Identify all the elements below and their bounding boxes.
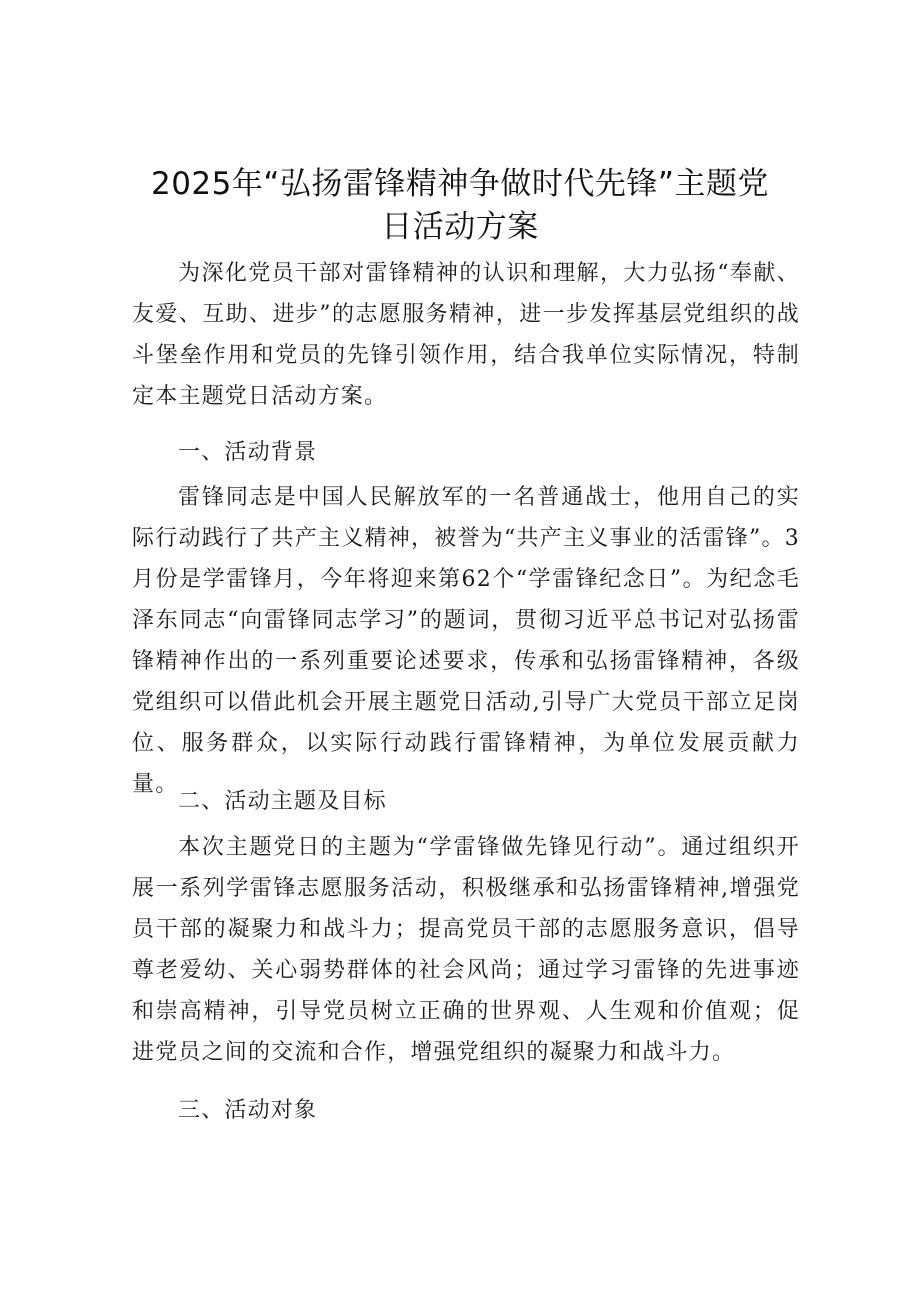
- title-line-2: 日活动方案: [381, 209, 539, 245]
- title-line-1: 2025年“弘扬雷锋精神争做时代先锋”主题党: [150, 166, 769, 202]
- intro-paragraph: 为深化党员干部对雷锋精神的认识和理解，大力弘扬“奉献、友爱、互助、进步”的志愿服务精神，进一步发挥基层党组织的战斗堡垒作用和党员的先锋引领作用，结合我单位实际情况，特制定本主题党日活动方案。: [132, 261, 800, 409]
- section-2-heading-block: [132, 781, 800, 822]
- section-paragraph: 雷锋同志是中国人民解放军的一名普通战士，他用自己的实际行动践行了共产主义精神，被誉为“共产主义事业的活雷锋”。3月份是学雷锋月，今年将迎来第62个“学雷锋纪念日”。为纪念毛泽东同志“向雷锋同志学习”的题词，贯彻习近平总书记对弘扬雷锋精神作出的一系列重要论述要求，传承和弘扬雷锋精神，各级党组织可以借此机会开展主题党日活动,引导广大党员干部立足岗位、服务群众，以实际行动践行雷锋精神，为单位发展贡献力量。: [132, 485, 800, 797]
- section-2-body: [132, 827, 800, 1073]
- document-title: [140, 163, 780, 249]
- section-heading: 二、活动主题及目标: [178, 789, 387, 814]
- section-paragraph: 本次主题党日的主题为“学雷锋做先锋见行动”。通过组织开展一系列学雷锋志愿服务活动，积极继承和弘扬雷锋精神,增强党员干部的凝聚力和战斗力；提高党员干部的志愿服务意识，倡导尊老爱幼、关心弱势群体的社会风尚；通过学习雷锋的先进事迹和崇高精神，引导党员树立正确的世界观、人生观和价值观；促进党员之间的交流和合作，增强党组织的凝聚力和战斗力。: [132, 835, 800, 1065]
- section-3-heading-block: [132, 1090, 800, 1131]
- intro-block: [132, 253, 800, 417]
- section-1-body: [132, 477, 800, 805]
- section-1-heading-block: [132, 432, 800, 473]
- section-heading: 三、活动对象: [178, 1098, 318, 1123]
- section-heading: 一、活动背景: [178, 440, 318, 465]
